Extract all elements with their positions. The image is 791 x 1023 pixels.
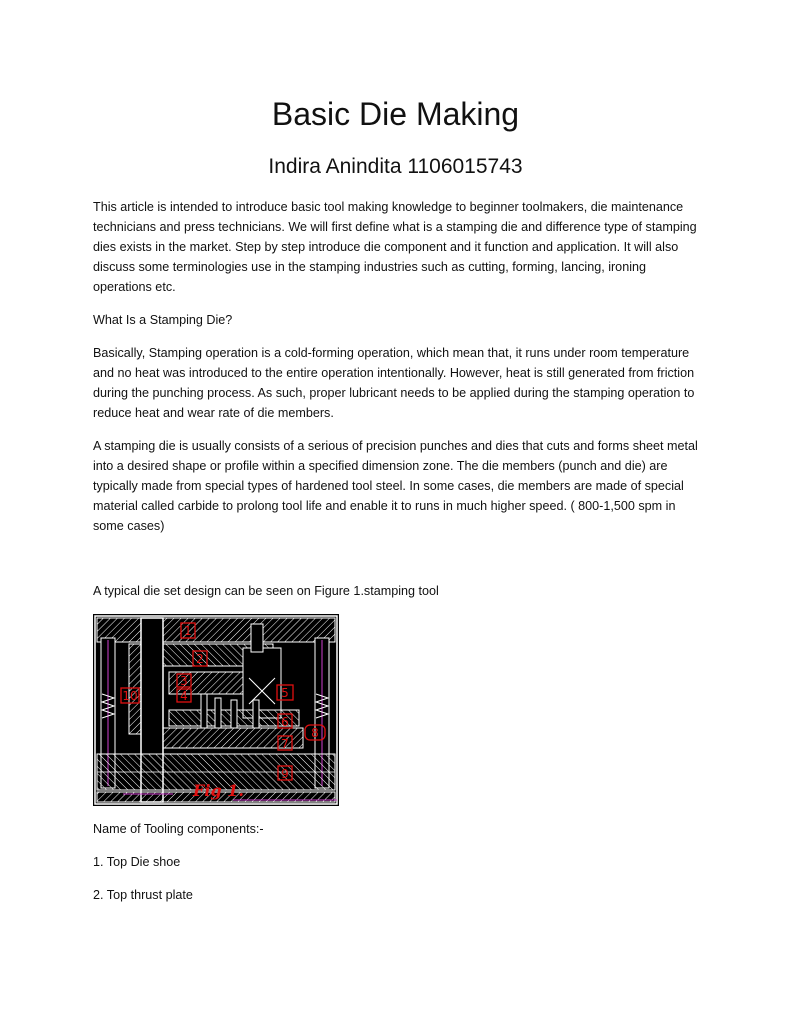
document-title: Basic Die Making [271, 96, 520, 132]
figure-caption: Fig 1. [193, 781, 244, 800]
callout-label-5: 5 [281, 686, 289, 700]
callout-label-8: 8 [311, 726, 319, 740]
component-item-1: 1. Top Die shoe [93, 855, 181, 869]
callout-label-7: 7 [281, 737, 289, 751]
callout-label-1: 1 [184, 624, 192, 638]
consists-paragraph: A stamping die is usually consists of a serious of precision punches and dies that cuts and forms sheet metal into a desired shape or profile within a specified dimension zone. The die members (punch and die) are typically made from special types of hardened tool steel. In some cases, die members are made of special material called carbide to prolong tool life and enable it to runs in much higher speed. ( 800-1,500 spm in some cases) [93, 439, 698, 533]
callout-label-10: 10 [122, 689, 138, 703]
callout-label-3: 3 [180, 674, 188, 688]
callout-label-9: 9 [281, 767, 289, 781]
callout-label-6: 6 [281, 715, 289, 729]
section-question: What Is a Stamping Die? [93, 313, 233, 327]
intro-paragraph: This article is intended to introduce basic tool making knowledge to beginner toolmakers, die maintenance technicians and press technicians. We will first define what is a stamping die and difference type of stamping dies exists in the market. Step by step introduce die component and it function and application. It will also discuss some terminologies use in the stamping industries such as cutting, forming, lancing, ironing operations etc. [93, 200, 697, 294]
callout-label-2: 2 [196, 652, 204, 666]
document-author: Indira Anindita 1106015743 [268, 155, 523, 178]
typical-die-set-paragraph: A typical die set design can be seen on Figure 1.stamping tool [93, 584, 439, 598]
basically-paragraph: Basically, Stamping operation is a cold-forming operation, which mean that, it runs under room temperature and no heat was introduced to the entire operation intentionally. However, heat is still generated from friction during the punching process. As such, proper lubricant needs to be applied during the stamping operation to reduce heat and wear rate of die members. [93, 346, 695, 420]
stamping-tool-figure [93, 614, 339, 806]
die-set-drawing [93, 614, 339, 806]
callout-label-4: 4 [180, 689, 188, 703]
components-heading: Name of Tooling components:- [93, 822, 264, 836]
component-item-2: 2. Top thrust plate [93, 888, 193, 902]
